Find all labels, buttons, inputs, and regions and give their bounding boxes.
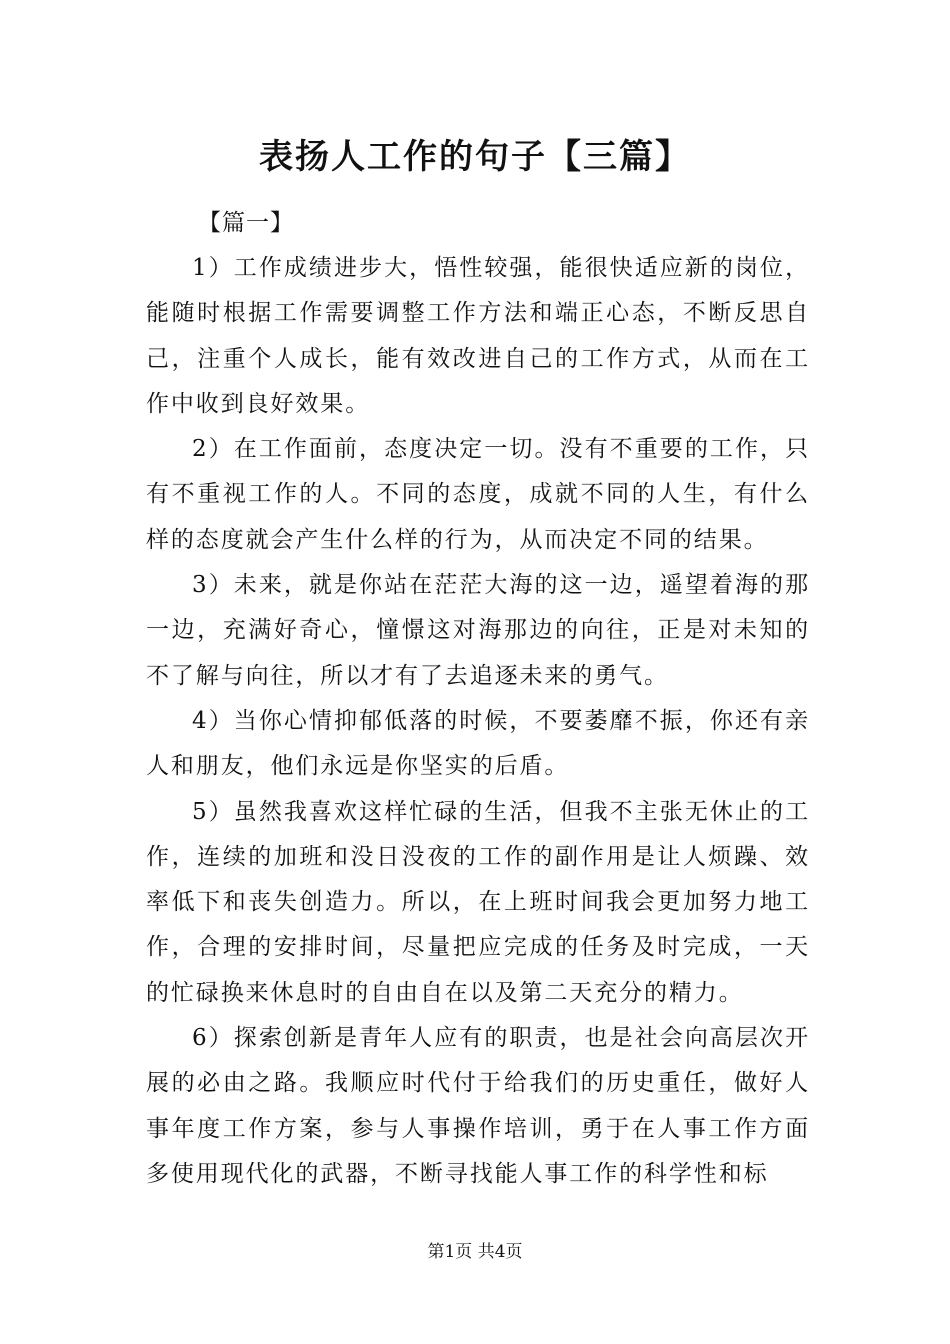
section-heading: 【篇一】 <box>198 210 294 236</box>
paragraph-3: 3）未来，就是你站在茫茫大海的这一边，遥望着海的那一边，充满好奇心，憧憬这对海那边的向往，正是对未知的不了解与向往，所以才有了去追逐未来的勇气。 <box>146 572 810 689</box>
paragraph-6: 6）探索创新是青年人应有的职责，也是社会向高层次开展的必由之路。我顺应时代付于给我们的历史重任，做好人事年度工作方案，参与人事操作培训，勇于在人事工作方面多使用现代化的武器，不断寻找能人事工作的科学性和标 <box>146 1025 810 1187</box>
page-title: 表扬人工作的句子【三篇】 <box>259 137 691 177</box>
page-number-footer: 第1页 共4页 <box>427 1242 523 1262</box>
paragraph-5: 5）虽然我喜欢这样忙碌的生活，但我不主张无休止的工作，连续的加班和没日没夜的工作的副作用是让人烦躁、效率低下和丧失创造力。所以，在上班时间我会更加努力地工作，合理的安排时间，尽量把应完成的任务及时完成，一天的忙碌换来休息时的自由自在以及第二天充分的精力。 <box>146 798 810 1006</box>
paragraph-4: 4）当你心情抑郁低落的时候，不要萎靡不振，你还有亲人和朋友，他们永远是你坚实的后盾。 <box>146 707 810 780</box>
paragraph-1: 1）工作成绩进步大，悟性较强，能很快适应新的岗位，能随时根据工作需要调整工作方法和端正心态，不断反思自己，注重个人成长，能有效改进自己的工作方式，从而在工作中收到良好效果。 <box>146 255 810 417</box>
paragraph-2: 2）在工作面前，态度决定一切。没有不重要的工作，只有不重视工作的人。不同的态度，成就不同的人生，有什么样的态度就会产生什么样的行为，从而决定不同的结果。 <box>146 436 810 553</box>
document-body <box>146 246 810 1197</box>
